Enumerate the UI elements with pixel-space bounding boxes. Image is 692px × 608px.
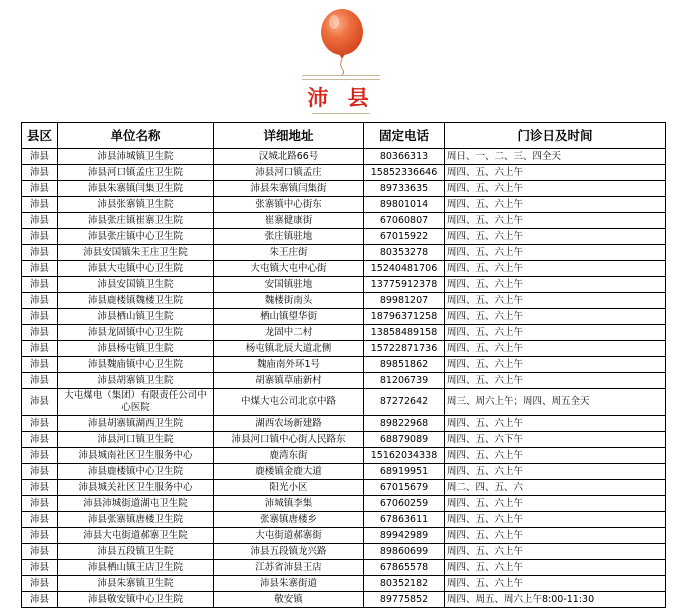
clinic-days-cell: 周四、五、六上午 [445,213,666,229]
district-cell: 沛县 [22,448,58,464]
address-cell: 中煤大屯公司北京中路 [214,389,364,416]
address-cell: 敬安镇 [214,592,364,608]
clinic-days-cell: 周四、五、六上午 [445,341,666,357]
address-cell: 沛县朱寨街道 [214,576,364,592]
unit-name-cell: 沛县城关社区卫生服务中心 [58,480,214,496]
unit-name-cell: 沛县龙固镇中心卫生院 [58,325,214,341]
table-row [22,325,666,341]
phone-cell: 15240481706 [364,261,445,277]
address-cell: 鹿湾东街 [214,448,364,464]
address-cell: 魏楼街南头 [214,293,364,309]
table-row [22,389,666,416]
phone-cell: 80353278 [364,245,445,261]
unit-name-cell: 沛县敬安镇中心卫生院 [58,592,214,608]
table-row [22,512,666,528]
table-row [22,309,666,325]
unit-name-cell: 沛县栖山镇卫生院 [58,309,214,325]
address-cell: 魏庙南外环1号 [214,357,364,373]
unit-name-cell: 沛县五段镇卫生院 [58,544,214,560]
clinic-days-cell: 周四、五、六上午 [445,293,666,309]
table-row [22,181,666,197]
unit-name-cell: 大屯煤电（集团）有限责任公司中心医院 [58,389,214,416]
table-row [22,416,666,432]
clinic-days-cell: 周四、五、六上午 [445,309,666,325]
district-cell: 沛县 [22,357,58,373]
page-header [0,0,692,122]
phone-cell: 89981207 [364,293,445,309]
phone-cell: 15852336646 [364,165,445,181]
unit-name-cell: 沛县沛城街道湖屯卫生院 [58,496,214,512]
divider-line [302,79,380,80]
phone-cell: 67060807 [364,213,445,229]
clinic-days-cell: 周四、五、六上午 [445,512,666,528]
table-row [22,293,666,309]
district-cell: 沛县 [22,277,58,293]
clinic-days-cell: 周四、五、六下午 [445,432,666,448]
unit-name-cell: 沛县城南社区卫生服务中心 [58,448,214,464]
unit-name-cell: 沛县张庄镇崔寨卫生院 [58,213,214,229]
district-cell: 沛县 [22,165,58,181]
table-row [22,261,666,277]
column-header-phone: 固定电话 [364,123,445,149]
district-cell: 沛县 [22,528,58,544]
clinic-days-cell: 周三、周六上午；周四、周五全天 [445,389,666,416]
phone-cell: 67060259 [364,496,445,512]
district-cell: 沛县 [22,245,58,261]
table-row [22,277,666,293]
phone-cell: 13858489158 [364,325,445,341]
district-cell: 沛县 [22,576,58,592]
address-cell: 沛县五段镇龙兴路 [214,544,364,560]
phone-cell: 89822968 [364,416,445,432]
table-body [22,149,666,608]
district-cell: 沛县 [22,592,58,608]
table-row [22,432,666,448]
unit-name-cell: 沛县安国镇卫生院 [58,277,214,293]
table-row [22,560,666,576]
table-row [22,213,666,229]
phone-cell: 67863611 [364,512,445,528]
district-cell: 沛县 [22,261,58,277]
page-title: 沛 县 [307,86,375,110]
district-cell: 沛县 [22,512,58,528]
hospital-table [21,122,666,608]
balloon-icon [318,8,366,76]
table-row [22,528,666,544]
address-cell: 江苏省沛县王店 [214,560,364,576]
address-cell: 龙固中二村 [214,325,364,341]
unit-name-cell: 沛县栖山镇王店卫生院 [58,560,214,576]
table-row [22,165,666,181]
address-cell: 安国镇驻地 [214,277,364,293]
clinic-days-cell: 周四、五、六上午 [445,496,666,512]
phone-cell: 81206739 [364,373,445,389]
clinic-days-cell: 周四、周五、周六上午8:00-11:30 [445,592,666,608]
district-cell: 沛县 [22,197,58,213]
divider-line [302,75,380,76]
clinic-days-cell: 周四、五、六上午 [445,261,666,277]
clinic-days-cell: 周四、五、六上午 [445,245,666,261]
clinic-days-cell: 周四、五、六上午 [445,560,666,576]
phone-cell: 67865578 [364,560,445,576]
phone-cell: 89942989 [364,528,445,544]
phone-cell: 15722871736 [364,341,445,357]
unit-name-cell: 沛县大屯街道郝寨卫生院 [58,528,214,544]
phone-cell: 68879089 [364,432,445,448]
unit-name-cell: 沛县安国镇朱王庄卫生院 [58,245,214,261]
address-cell: 沛县河口镇中心街人民路东 [214,432,364,448]
phone-cell: 67015922 [364,229,445,245]
district-cell: 沛县 [22,341,58,357]
unit-name-cell: 沛县河口镇孟庄卫生院 [58,165,214,181]
address-cell: 张寨镇唐楼乡 [214,512,364,528]
district-cell: 沛县 [22,293,58,309]
district-cell: 沛县 [22,325,58,341]
clinic-days-cell: 周四、五、六上午 [445,576,666,592]
table-row [22,149,666,165]
phone-cell: 87272642 [364,389,445,416]
phone-cell: 89733635 [364,181,445,197]
district-cell: 沛县 [22,149,58,165]
address-cell: 沛县河口镇孟庄 [214,165,364,181]
address-cell: 沛城镇李集 [214,496,364,512]
district-cell: 沛县 [22,213,58,229]
clinic-days-cell: 周四、五、六上午 [445,325,666,341]
phone-cell: 89860699 [364,544,445,560]
clinic-days-cell: 周四、五、六上午 [445,277,666,293]
table-row [22,464,666,480]
table-row [22,373,666,389]
table-row [22,496,666,512]
table-row [22,357,666,373]
clinic-days-cell: 周四、五、六上午 [445,373,666,389]
unit-name-cell: 沛县沛城镇卫生院 [58,149,214,165]
phone-cell: 18796371258 [364,309,445,325]
clinic-days-cell: 周日、一、二、三、四全天 [445,149,666,165]
district-cell: 沛县 [22,181,58,197]
table-row [22,544,666,560]
clinic-days-cell: 周四、五、六上午 [445,416,666,432]
clinic-days-cell: 周四、五、六上午 [445,357,666,373]
address-cell: 胡寨镇草庙新村 [214,373,364,389]
divider-line [312,113,370,114]
phone-cell: 13775912378 [364,277,445,293]
unit-name-cell: 沛县鹿楼镇魏楼卫生院 [58,293,214,309]
unit-name-cell: 沛县魏庙镇中心卫生院 [58,357,214,373]
column-header-clinic-days: 门诊日及时间 [445,123,666,149]
unit-name-cell: 沛县张寨镇卫生院 [58,197,214,213]
district-cell: 沛县 [22,229,58,245]
address-cell: 栖山镇望华街 [214,309,364,325]
clinic-days-cell: 周二、四、五、六 [445,480,666,496]
district-cell: 沛县 [22,560,58,576]
unit-name-cell: 沛县朱寨镇闫集卫生院 [58,181,214,197]
clinic-days-cell: 周四、五、六上午 [445,448,666,464]
unit-name-cell: 沛县鹿楼镇中心卫生院 [58,464,214,480]
clinic-days-cell: 周四、五、六上午 [445,181,666,197]
address-cell: 杨屯镇北辰大道北侧 [214,341,364,357]
address-cell: 大屯镇大屯中心街 [214,261,364,277]
clinic-days-cell: 周四、五、六上午 [445,197,666,213]
unit-name-cell: 沛县张寨镇唐楼卫生院 [58,512,214,528]
table-row [22,197,666,213]
clinic-days-cell: 周四、五、六上午 [445,544,666,560]
address-cell: 鹿楼镇金鹿大道 [214,464,364,480]
phone-cell: 67015679 [364,480,445,496]
table-row [22,341,666,357]
table-row [22,592,666,608]
phone-cell: 80352182 [364,576,445,592]
district-cell: 沛县 [22,544,58,560]
unit-name-cell: 沛县朱寨镇卫生院 [58,576,214,592]
address-cell: 崔寨健康街 [214,213,364,229]
clinic-days-cell: 周四、五、六上午 [445,229,666,245]
phone-cell: 15162034338 [364,448,445,464]
unit-name-cell: 沛县胡寨镇卫生院 [58,373,214,389]
address-cell: 张庄镇驻地 [214,229,364,245]
district-cell: 沛县 [22,464,58,480]
district-cell: 沛县 [22,309,58,325]
phone-cell: 68919951 [364,464,445,480]
phone-cell: 80366313 [364,149,445,165]
district-cell: 沛县 [22,432,58,448]
district-cell: 沛县 [22,480,58,496]
address-cell: 湖西农场新建路 [214,416,364,432]
district-cell: 沛县 [22,373,58,389]
unit-name-cell: 沛县大屯镇中心卫生院 [58,261,214,277]
unit-name-cell: 沛县河口镇卫生院 [58,432,214,448]
table-row [22,448,666,464]
column-header-unit-name: 单位名称 [58,123,214,149]
address-cell: 张寨镇中心街东 [214,197,364,213]
address-cell: 沛县朱寨镇闫集街 [214,181,364,197]
column-header-district: 县区 [22,123,58,149]
district-cell: 沛县 [22,416,58,432]
table-row [22,245,666,261]
address-cell: 阳光小区 [214,480,364,496]
table-row [22,576,666,592]
address-cell: 大屯街道郝寨街 [214,528,364,544]
clinic-days-cell: 周四、五、六上午 [445,165,666,181]
table-row [22,229,666,245]
unit-name-cell: 沛县胡寨镇湖西卫生院 [58,416,214,432]
table-header-row [22,123,666,149]
address-cell: 朱王庄街 [214,245,364,261]
phone-cell: 89801014 [364,197,445,213]
district-cell: 沛县 [22,496,58,512]
phone-cell: 89851862 [364,357,445,373]
table-row [22,480,666,496]
district-cell: 沛县 [22,389,58,416]
unit-name-cell: 沛县杨屯镇卫生院 [58,341,214,357]
clinic-days-cell: 周四、五、六上午 [445,528,666,544]
clinic-days-cell: 周四、五、六上午 [445,464,666,480]
phone-cell: 89775852 [364,592,445,608]
unit-name-cell: 沛县张庄镇中心卫生院 [58,229,214,245]
column-header-address: 详细地址 [214,123,364,149]
address-cell: 汉城北路66号 [214,149,364,165]
